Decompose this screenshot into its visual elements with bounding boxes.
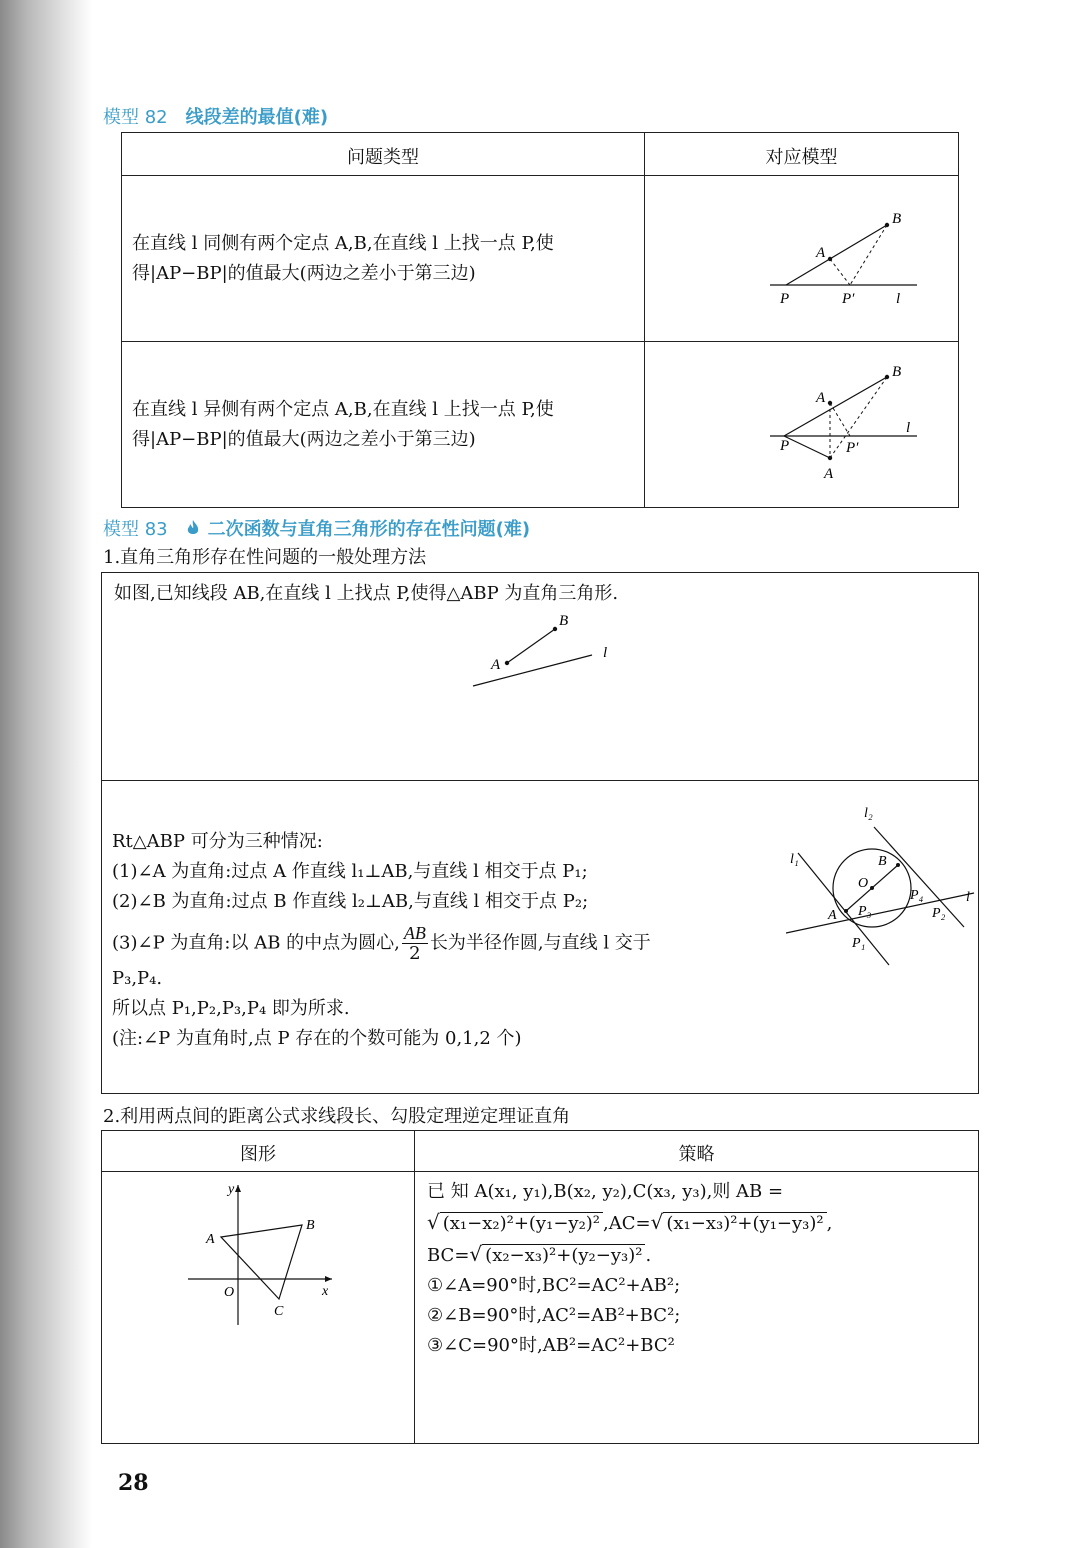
label-A: A <box>206 1232 215 1247</box>
strategy-line2: √ (x₁−x₂)²+(y₁−y₂)² ,AC=√ (x₁−x₃)²+(y₁−y₃)² , <box>427 1210 833 1234</box>
case-1: (1)∠A 为直角:过点 A 作直线 l₁⊥AB,与直线 l 相交于点 P₁; <box>112 861 588 882</box>
method-box <box>101 572 979 1094</box>
table-header-strategy: 策略 <box>678 1144 715 1165</box>
label-P3: P₃ <box>858 904 872 919</box>
label-A: A <box>816 245 826 261</box>
label-B: B <box>892 364 902 380</box>
model82-heading <box>103 103 328 129</box>
section1-title: 1.直角三角形存在性问题的一般处理方法 <box>103 547 427 568</box>
label-P4: P₄ <box>910 888 924 903</box>
label-y: y <box>228 1182 235 1197</box>
label-B: B <box>892 211 902 227</box>
label-A: A <box>824 466 834 482</box>
label-B: B <box>306 1218 315 1233</box>
row1-text <box>132 229 637 289</box>
row2-line1: 在直线 l 异侧有两个定点 A,B,在直线 l 上找一点 P,使 <box>132 399 554 420</box>
distance-table <box>101 1130 979 1444</box>
label-A-prime: A <box>816 390 826 406</box>
label-P: P <box>780 438 790 454</box>
strategy-text <box>427 1177 972 1361</box>
table-header-model: 对应模型 <box>765 147 838 168</box>
cases-text <box>112 827 782 1054</box>
result-text: 所以点 P₁,P₂,P₃,P₄ 即为所求. <box>112 998 350 1019</box>
model82-table <box>121 132 959 508</box>
label-l: l <box>896 291 901 307</box>
model82-number: 模型 82 <box>103 107 168 128</box>
intro-text: 如图,已知线段 AB,在直线 l 上找点 P,使得△ABP 为直角三角形. <box>114 583 619 604</box>
label-l1: l₁ <box>790 852 799 867</box>
strategy-case-a: ①∠A=90°时,BC²=AC²+AB²; <box>427 1275 681 1296</box>
row1-line1: 在直线 l 同侧有两个定点 A,B,在直线 l 上找一点 P,使 <box>132 233 554 254</box>
label-P: P <box>780 291 790 307</box>
case-3-points: P₃,P₄. <box>112 968 163 989</box>
label-A: A <box>491 657 501 673</box>
row2-text <box>132 395 637 455</box>
note-text: (注:∠P 为直角时,点 P 存在的个数可能为 0,1,2 个) <box>112 1028 522 1049</box>
model83-heading <box>103 515 530 541</box>
label-origin: O <box>224 1285 235 1300</box>
label-l: l <box>603 645 608 661</box>
table-header-figure: 图形 <box>240 1144 276 1165</box>
label-l2: l₂ <box>864 806 873 821</box>
case-2: (2)∠B 为直角:过点 B 作直线 l₂⊥AB,与直线 l 相交于点 P₂; <box>112 891 589 912</box>
label-l: l <box>906 420 911 436</box>
label-O: O <box>858 876 869 891</box>
case-heading: Rt△ABP 可分为三种情况: <box>112 831 323 852</box>
figure-coordinate-triangle <box>184 1179 354 1329</box>
figure-circle-cases <box>786 805 976 970</box>
model83-number: 模型 83 <box>103 519 168 540</box>
strategy-line1: 已 知 A(x₁, y₁),B(x₂, y₂),C(x₃, y₃),则 AB = <box>427 1181 784 1202</box>
fire-icon <box>186 519 200 537</box>
fraction-ab-over-2: $\frac{AB}{2}$ <box>403 923 426 964</box>
label-x: x <box>322 1284 329 1299</box>
strategy-line3: BC=√ (x₂−x₃)²+(y₂−y₃)² . <box>427 1242 652 1266</box>
figure-segment-ab <box>467 611 627 691</box>
strategy-case-b: ②∠B=90°时,AC²=AB²+BC²; <box>427 1305 681 1326</box>
label-C: C <box>274 1304 284 1319</box>
figure-opposite-side <box>762 358 922 493</box>
label-l: l <box>966 890 970 905</box>
label-B: B <box>878 854 887 869</box>
strategy-case-c: ③∠C=90°时,AB²=AC²+BC² <box>427 1335 675 1356</box>
label-P-prime: P′ <box>842 291 855 307</box>
label-P2: P₂ <box>932 906 946 921</box>
section2-title: 2.利用两点间的距离公式求线段长、勾股定理逆定理证直角 <box>103 1106 571 1127</box>
label-P-prime: P′ <box>846 440 859 456</box>
label-P1: P₁ <box>852 936 866 951</box>
page-number: 28 <box>118 1470 149 1496</box>
case-3: (3)∠P 为直角:以 AB 的中点为圆心, $\frac{AB}{2}$ 长为半径作圆,与直线 l 交于 <box>112 923 651 964</box>
model82-title: 线段差的最值(难) <box>185 107 329 128</box>
row1-line2: 得|AP−BP|的值最大(两边之差小于第三边) <box>132 263 476 284</box>
label-A: A <box>828 908 837 923</box>
model83-title: 二次函数与直角三角形的存在性问题(难) <box>207 519 531 540</box>
book-binding-shadow <box>0 0 92 1548</box>
row2-line2: 得|AP−BP|的值最大(两边之差小于第三边) <box>132 429 476 450</box>
label-B: B <box>559 613 569 629</box>
table-header-problem-type: 问题类型 <box>347 147 419 168</box>
figure-same-side <box>762 203 922 313</box>
